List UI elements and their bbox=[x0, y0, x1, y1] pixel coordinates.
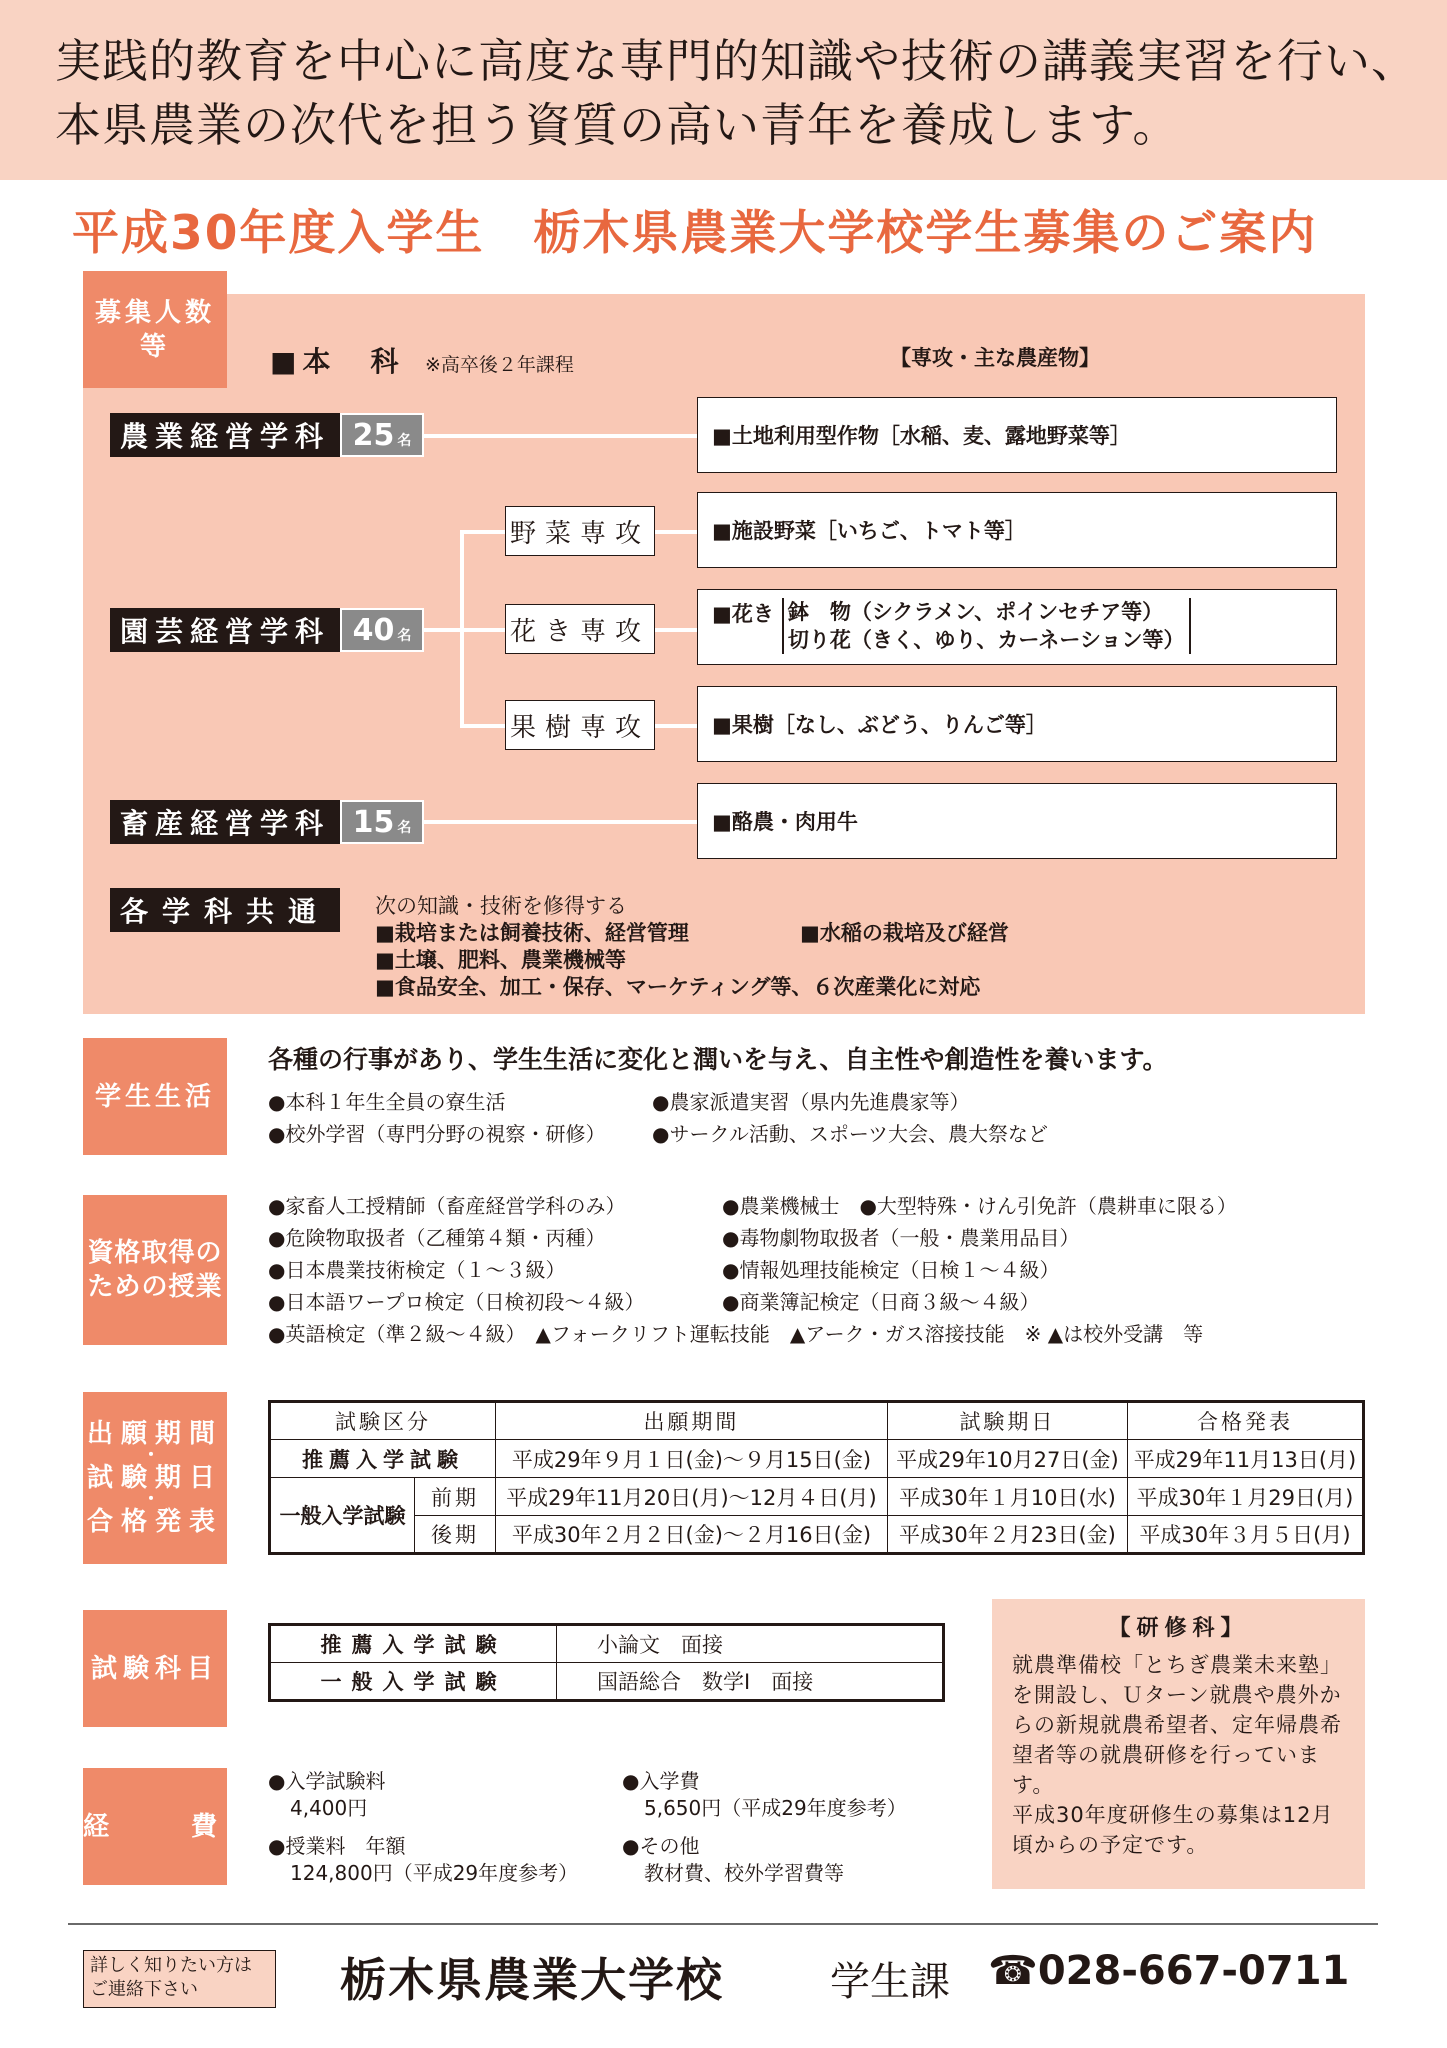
schedule-tab: 出願期間 ・ 試験期日 ・ 合格発表 bbox=[83, 1392, 227, 1564]
crop-flower-lead: ■花き bbox=[712, 602, 774, 626]
line-m1 bbox=[460, 530, 505, 534]
intro-banner bbox=[0, 0, 1447, 180]
costs-tab: 経 費 bbox=[83, 1768, 227, 1885]
kenshu-body-2: 平成30年度研修生の募集は12月頃からの予定です。 bbox=[1012, 1803, 1334, 1857]
phone-number[interactable]: ☎028-667-0711 bbox=[988, 1948, 1350, 1994]
crop-flower-list: 鉢 物（シクラメン、ポインセチア等） 切り花（きく、ゆり、カーネーション等） bbox=[782, 598, 1191, 654]
kenshu-body: 就農準備校「とちぎ農業未来塾」を開設し、Ｕターン就農や農外からの新規就農希望者、定年帰農希望者等の就農研修を行っています。 bbox=[1012, 1653, 1342, 1797]
dept-name: 園芸経営学科 bbox=[110, 608, 340, 652]
school-name: 栃木県農業大学校 bbox=[340, 1953, 724, 2007]
table-row: 一般入学試験 国語総合 数学Ⅰ 面接 bbox=[270, 1663, 944, 1701]
phone-icon: ☎ bbox=[988, 1948, 1038, 1994]
recruit-tab: 募集人数等 bbox=[83, 271, 227, 388]
dept-name: 農業経営学科 bbox=[110, 413, 340, 457]
line-dept1 bbox=[424, 434, 697, 438]
dept-horticulture bbox=[110, 608, 424, 652]
dept-count: 15 名 bbox=[340, 800, 424, 844]
department-name: 学生課 bbox=[830, 1959, 950, 2005]
honka-note: ※高卒後２年課程 bbox=[425, 354, 574, 376]
life-tab: 学生生活 bbox=[83, 1038, 227, 1155]
crop-box-4: ■果樹［なし、ぶどう、りんご等］ bbox=[697, 686, 1337, 762]
kenshu-heading: 【研修科】 bbox=[1108, 1616, 1249, 1641]
major-vegetable: 野菜専攻 bbox=[505, 506, 655, 556]
dept-name: 畜産経営学科 bbox=[110, 800, 340, 844]
major-fruit: 果樹専攻 bbox=[505, 700, 655, 750]
intro-line-1: 実践的教育を中心に高度な専門的知識や技術の講義実習を行い、 bbox=[55, 34, 1418, 88]
quals-tab: 資格取得の ための授業 bbox=[83, 1195, 227, 1345]
table-row: 試験区分 出願期間 試験期日 合格発表 bbox=[270, 1402, 1364, 1440]
table-row: 後期 平成30年２月２日(金)～２月16日(金) 平成30年２月23日(金) 平成30年３月５日(月) bbox=[270, 1516, 1364, 1554]
footer-divider bbox=[68, 1923, 1378, 1925]
common-label: 各学科共通 bbox=[110, 888, 340, 932]
crop-box-2: ■施設野菜［いちご、トマト等］ bbox=[697, 492, 1337, 568]
crop-box-1: ■土地利用型作物［水稲、麦、露地野菜等］ bbox=[697, 397, 1337, 473]
dept-count: 40 名 bbox=[340, 608, 424, 652]
table-row: 一般入学試験 前期 平成29年11月20日(月)～12月４日(月) 平成30年１月10日(水) 平成30年１月29日(月) bbox=[270, 1478, 1364, 1516]
line-m1-crop bbox=[655, 530, 697, 534]
table-row: 推薦入学試験 平成29年９月１日(金)～９月15日(金) 平成29年10月27日(金) 平成29年11月13日(月) bbox=[270, 1440, 1364, 1478]
kenshu-box bbox=[992, 1599, 1365, 1889]
common-label-box bbox=[110, 888, 340, 932]
dept-agri-mgmt bbox=[110, 413, 424, 457]
page-title: 平成30年度入学生 栃木県農業大学校学生募集のご案内 bbox=[72, 206, 1318, 261]
subjects-tab: 試験科目 bbox=[83, 1610, 227, 1727]
crop-box-3 bbox=[697, 589, 1337, 665]
line-dept3 bbox=[424, 820, 697, 824]
line-dept2 bbox=[424, 628, 464, 632]
line-m3-crop bbox=[655, 724, 697, 728]
line-m3 bbox=[460, 724, 505, 728]
subjects-table bbox=[268, 1623, 945, 1702]
schedule-table bbox=[268, 1400, 1365, 1555]
dept-livestock bbox=[110, 800, 424, 844]
table-row: 推薦入学試験 小論文 面接 bbox=[270, 1625, 944, 1663]
crop-header: 【専攻・主な農産物】 bbox=[890, 346, 1100, 370]
major-flower: 花き専攻 bbox=[505, 604, 655, 654]
crop-box-5: ■酪農・肉用牛 bbox=[697, 783, 1337, 859]
contact-note: 詳しく知りたい方は ご連絡下さい bbox=[83, 1950, 276, 2008]
honka-label: ■本 科 bbox=[270, 345, 405, 378]
line-m2-crop bbox=[655, 628, 697, 632]
dept-count: 25 名 bbox=[340, 413, 424, 457]
line-m2 bbox=[460, 628, 505, 632]
intro-line-2: 本県農業の次代を担う資質の高い青年を養成します。 bbox=[55, 98, 1180, 152]
